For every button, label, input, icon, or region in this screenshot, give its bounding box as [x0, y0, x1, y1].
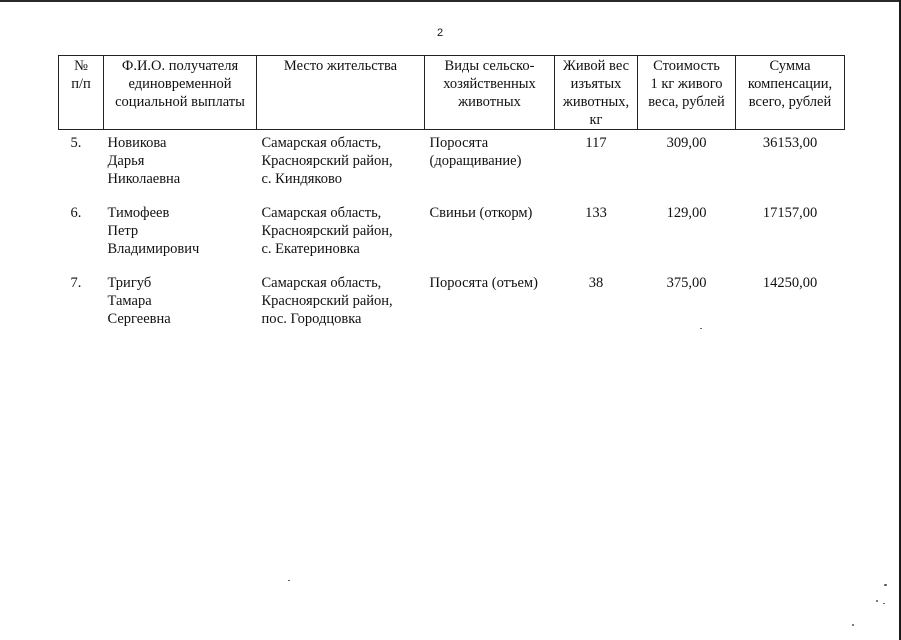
cell-weight: 38	[588, 275, 604, 291]
cell-name: Новикова Дарья Николаевна	[107, 135, 181, 187]
cell-animals: Свиньи (откорм)	[429, 205, 533, 221]
cell-animals: Поросята (отъем)	[429, 275, 538, 291]
cell-name: Тимофеев Петр Владимирович	[107, 205, 200, 257]
scan-speck	[288, 580, 290, 581]
scan-speck	[876, 600, 878, 602]
header-recipient-name: Ф.И.О. получателя единовременной социальной выплаты	[104, 56, 257, 130]
table-row	[59, 200, 845, 270]
page-number: 2	[437, 27, 444, 39]
compensation-table-container	[58, 55, 844, 340]
cell-total: 36153,00	[762, 135, 818, 151]
cell-price: 309,00	[666, 135, 707, 151]
header-animal-types: Виды сельско- хозяйственных животных	[425, 56, 555, 130]
cell-number: 6.	[70, 205, 82, 221]
scan-speck	[700, 328, 702, 329]
cell-price: 129,00	[666, 205, 707, 221]
cell-address: Самарская область, Красноярский район, пос. Городцовка	[261, 275, 393, 327]
table-row	[59, 270, 845, 340]
cell-price: 375,00	[666, 275, 707, 291]
cell-address: Самарская область, Красноярский район, с. Киндяково	[261, 135, 393, 187]
scan-speck	[852, 624, 854, 626]
cell-weight: 133	[585, 205, 607, 221]
cell-address: Самарская область, Красноярский район, с. Екатериновка	[261, 205, 393, 257]
header-residence: Место жительства	[257, 56, 425, 130]
cell-name: Тригуб Тамара Сергеевна	[107, 275, 171, 327]
header-live-weight: Живой вес изъятых животных, кг	[555, 56, 638, 130]
cell-total: 17157,00	[762, 205, 818, 221]
table-row	[59, 130, 845, 201]
page-top-edge	[0, 0, 901, 2]
scan-speck	[884, 584, 887, 586]
scan-speck	[883, 603, 885, 604]
header-price-per-kg: Стоимость 1 кг живого веса, рублей	[638, 56, 736, 130]
table-header-row	[59, 56, 845, 130]
cell-animals: Поросята (доращивание)	[429, 135, 522, 169]
cell-weight: 117	[585, 135, 607, 151]
cell-number: 7.	[70, 275, 82, 291]
header-compensation-total: Сумма компенсации, всего, рублей	[736, 56, 845, 130]
compensation-table	[58, 55, 845, 340]
cell-total: 14250,00	[762, 275, 818, 291]
header-row-number: № п/п	[59, 56, 104, 130]
cell-number: 5.	[70, 135, 82, 151]
